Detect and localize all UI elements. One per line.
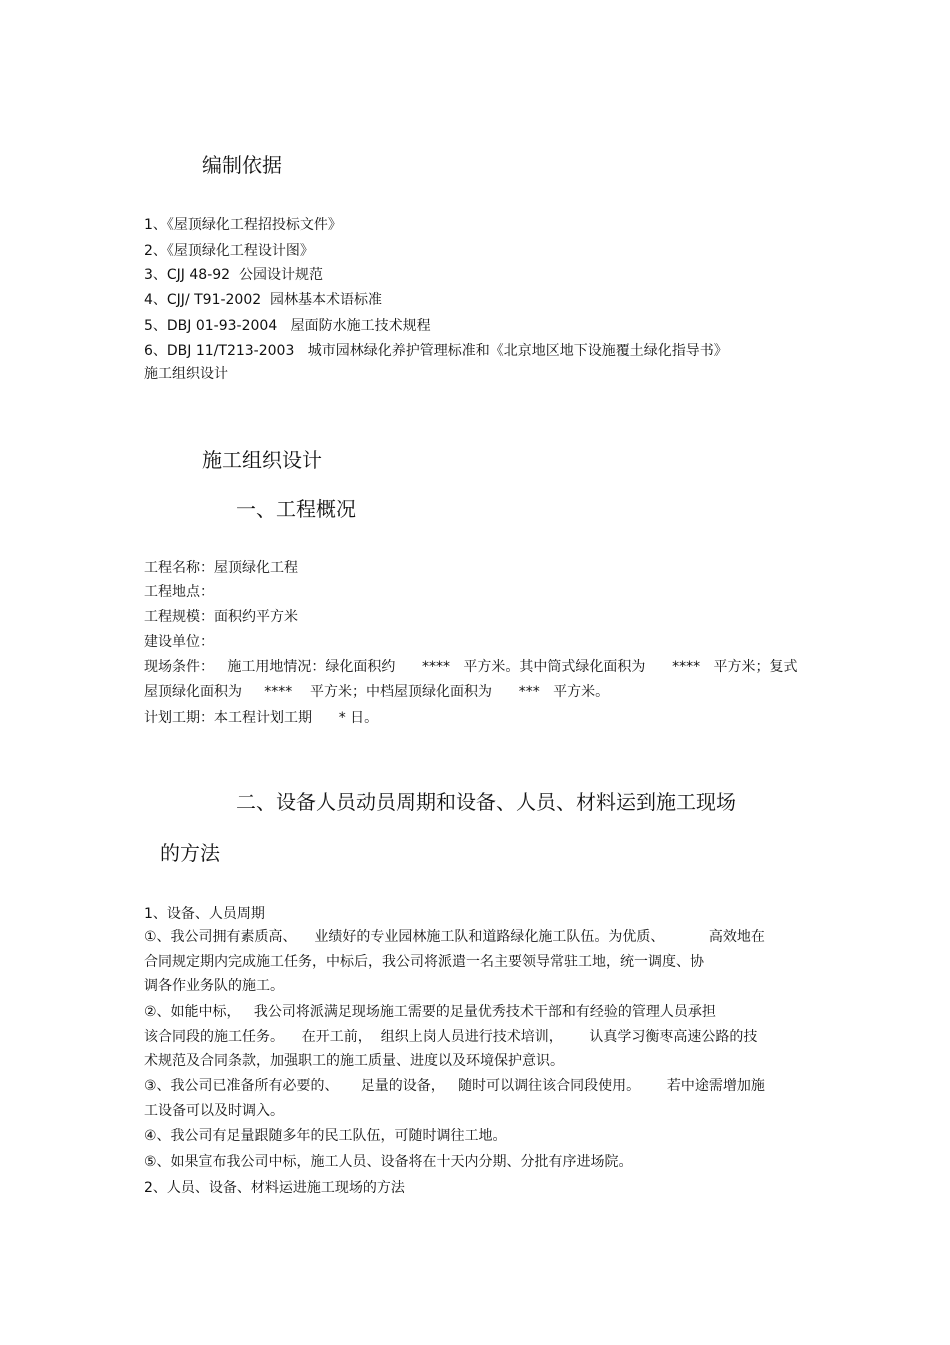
section2-line: 工设备可以及时调入。 [144, 1103, 284, 1119]
overview-line: 工程规模：面积约平方米 [144, 609, 298, 625]
section2-line: ④、我公司有足量跟随多年的民工队伍，可随时调往工地。 [144, 1128, 507, 1144]
section1-heading: 一、工程概况 [236, 497, 356, 521]
section2-line: 合同规定期内完成施工任务，中标后，我公司将派遣一名主要领导常驻工地，统一调度、协 [144, 954, 704, 970]
section2-line: 2、人员、设备、材料运进施工现场的方法 [144, 1180, 405, 1196]
overview-line: 屋顶绿化面积为 **** 平方米；中档屋顶绿化面积为 *** 平方米。 [144, 684, 610, 700]
section2-line: 调各作业务队的施工。 [144, 978, 284, 994]
basis-item: 1、《屋顶绿化工程招投标文件》 [144, 217, 342, 233]
overview-line: 工程名称：屋顶绿化工程 [144, 560, 298, 576]
basis-item-continuation: 施工组织设计 [144, 366, 228, 382]
basis-item: 5、DBJ 01-93-2004 屋面防水施工技术规程 [144, 318, 431, 334]
section2-heading-line1: 二、设备人员动员周期和设备、人员、材料运到施工现场 [236, 790, 736, 814]
basis-item: 3、CJJ 48-92 公园设计规范 [144, 267, 323, 283]
basis-heading: 编制依据 [202, 153, 282, 177]
overview-line: 工程地点： [144, 584, 214, 600]
section2-line: ②、如能中标， 我公司将派满足现场施工需要的足量优秀技术干部和有经验的管理人员承担 [144, 1004, 716, 1020]
section2-line: 1、设备、人员周期 [144, 906, 265, 922]
overview-line: 现场条件： 施工用地情况：绿化面积约 **** 平方米。其中筒式绿化面积为 **** 平方米；复式 [144, 659, 798, 675]
design-heading: 施工组织设计 [202, 448, 322, 472]
section2-line: 该合同段的施工任务。 在开工前， 组织上岗人员进行技术培训， 认真学习衡枣高速公路的技 [144, 1029, 758, 1045]
overview-line: 计划工期：本工程计划工期 * 日。 [144, 710, 379, 726]
overview-line: 建设单位： [144, 634, 214, 650]
section2-line: ①、我公司拥有素质高、 业绩好的专业园林施工队和道路绿化施工队伍。为优质、 高效地在 [144, 929, 765, 945]
section2-heading-line2: 的方法 [160, 841, 220, 865]
section2-line: ③、我公司已准备所有必要的、 足量的设备， 随时可以调往该合同段使用。 若中途需增加施 [144, 1078, 765, 1094]
basis-item: 6、DBJ 11/T213-2003 城市园林绿化养护管理标准和《北京地区地下设施覆土绿化指导书》 [144, 343, 728, 359]
section2-line: 术规范及合同条款，加强职工的施工质量、进度以及环境保护意识。 [144, 1053, 564, 1069]
basis-item: 4、CJJ/ T91-2002 园林基本术语标准 [144, 292, 383, 308]
basis-item: 2、《屋顶绿化工程设计图》 [144, 243, 314, 259]
section2-line: ⑤、如果宣布我公司中标，施工人员、设备将在十天内分期、分批有序进场院。 [144, 1154, 633, 1170]
